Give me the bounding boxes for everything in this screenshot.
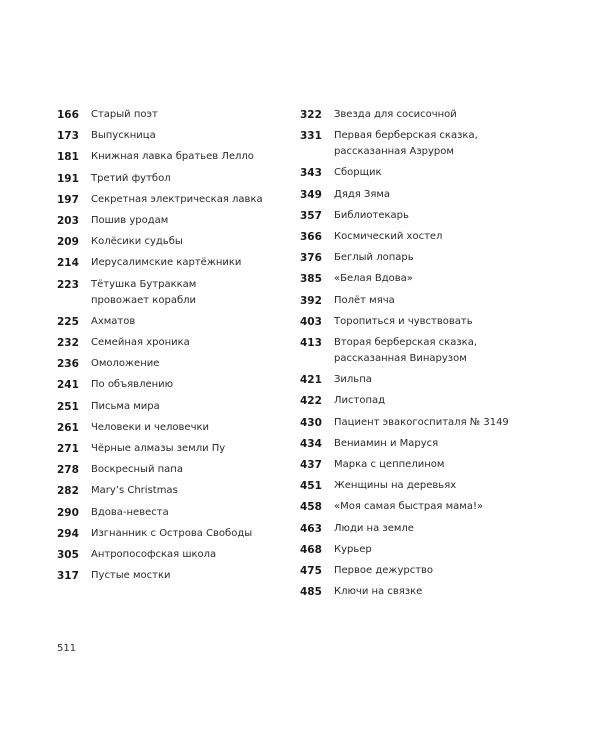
toc-entry [300,314,473,330]
toc-entry-title: Люди на земле [334,522,414,534]
toc-entry-title: Звезда для сосисочной [334,109,457,120]
toc-entry-title: Секретная электрическая лавка [91,193,263,205]
toc-entry-title: Чёрные алмазы земли Пу [91,443,226,454]
toc-entry-page: 305 [57,549,79,561]
toc-entry [57,107,158,123]
toc-entry-page: 290 [57,506,79,519]
toc-entry [300,436,438,452]
toc-entry [57,547,216,563]
toc-entry-title: Библиотекарь [334,209,409,221]
toc-entry-page: 191 [57,172,79,185]
toc-entry-page: 166 [57,109,79,121]
toc-entry-title: Выпускница [91,130,156,142]
toc-entry-title: Сборщик [334,167,382,179]
toc-entry [57,356,159,372]
toc-entry-title: По объявлению [91,379,174,391]
toc-entry-title: Семейная хроника [91,337,190,348]
toc-entry-title: Торопиться и чувствовать [334,315,473,327]
toc-entry-page: 322 [300,109,322,121]
toc-entry [300,372,372,388]
toc-entry-page: 173 [57,130,79,143]
toc-entry-page: 203 [57,215,79,227]
toc-entry [57,213,168,229]
toc-entry [57,377,173,393]
toc-entry-page: 232 [57,337,79,349]
toc-entry-page: 437 [300,459,322,471]
toc-entry-title: Вторая берберская сказка, рассказанная Винарузом [334,337,477,364]
toc-entry [300,229,442,245]
toc-entry-title: Пошив уродам [91,215,169,226]
toc-entry-page: 294 [57,527,79,540]
toc-entry [57,462,183,478]
toc-entry-title: Женщины на деревьях [334,480,457,492]
toc-entry [57,314,135,330]
page-number: 511 [57,643,77,654]
toc-entry-page: 209 [57,236,79,249]
toc-entry-page: 331 [300,130,322,143]
toc-entry [300,271,413,287]
toc-entry-title: Первое дежурство [334,565,434,576]
toc-entry-title: «Моя самая быстрая мама!» [334,501,484,513]
toc-entry-title: Космический хостел [334,231,443,242]
toc-entry-page: 261 [57,421,79,434]
toc-entry [57,128,156,144]
toc-entry [300,457,444,473]
toc-entry-title: Беглый лопарь [334,252,414,264]
toc-entry [300,521,414,537]
toc-entry-title: Зильпа [334,374,372,386]
toc-entry [300,415,509,431]
toc-entry [300,335,477,367]
toc-entry-title: Пациент эвакогоспиталя № 3149 [334,416,509,428]
toc-entry-title: Иерусалимские картёжники [91,257,242,269]
toc-entry-title: Письма мира [91,400,160,412]
toc-entry [300,393,385,409]
toc-entry-page: 223 [57,278,79,291]
toc-entry-title: Дядя Зяма [334,188,391,200]
toc-entry [300,584,422,600]
toc-entry-page: 278 [57,464,79,477]
toc-entry-page: 403 [300,315,322,328]
toc-entry-title: Книжная лавка братьев Лелло [91,151,254,163]
toc-entry [57,335,190,351]
toc-entry [300,293,395,309]
toc-entry-page: 282 [57,485,79,498]
toc-entry-page: 357 [300,209,322,222]
toc-entry-page: 241 [57,379,79,392]
toc-entry [57,255,241,271]
toc-entry [300,165,382,181]
toc-entry [57,234,183,250]
toc-entry [300,563,433,579]
toc-entry [300,128,478,160]
toc-entry-title: Mary’s Christmas [91,485,178,497]
toc-entry [300,478,456,494]
toc-entry-title: Тётушка Бутраккам провожает корабли [91,278,197,306]
toc-entry-title: Ключи на связке [334,586,423,598]
toc-entry [57,149,254,165]
toc-entry [57,277,196,309]
toc-entry-page: 385 [300,273,322,286]
toc-entry-page: 421 [300,374,322,387]
toc-entry-page: 475 [300,565,322,577]
toc-entry [57,171,171,187]
toc-entry [300,107,457,123]
toc-entry [300,187,390,203]
toc-entry-title: Старый поэт [91,109,158,120]
toc-entry-title: Курьер [334,543,372,555]
toc-entry [57,192,263,208]
toc-entry-page: 271 [57,443,79,455]
toc-entry-page: 485 [300,586,322,599]
toc-entry-page: 376 [300,252,322,265]
toc-entry [57,441,225,457]
toc-entry-title: Вениамин и Маруся [334,437,439,449]
toc-entry-page: 197 [57,193,79,206]
toc-entry-page: 317 [57,570,79,583]
toc-entry-page: 251 [57,400,79,413]
toc-entry-title: Третий футбол [91,172,171,184]
toc-entry-title: Полёт мяча [334,294,395,306]
toc-entry-page: 451 [300,480,322,493]
toc-entry [300,208,409,224]
toc-entry-title: «Белая Вдова» [334,273,413,285]
toc-entry [57,505,169,521]
toc-entry-title: Изгнанник с Острова Свободы [91,527,253,539]
toc-entry-page: 468 [300,543,322,556]
toc-entry-page: 236 [57,358,79,371]
toc-entry [57,483,178,499]
toc-entry-page: 181 [57,151,79,164]
toc-entry-page: 366 [300,231,322,243]
toc-entry-title: Антропософская школа [91,549,217,560]
toc-entry-title: Человеки и человечки [91,421,210,433]
toc-entry-title: Листопад [334,395,386,407]
toc-entry-page: 392 [300,294,322,307]
toc-entry-page: 422 [300,395,322,408]
toc-entry-title: Вдова-невеста [91,506,169,518]
toc-entry [300,250,414,266]
toc-entry-title: Воскресный папа [91,464,183,476]
toc-entry-title: Пустые мостки [91,570,171,582]
toc-entry-page: 458 [300,501,322,514]
toc-entry [57,568,171,584]
toc-entry-page: 349 [300,188,322,201]
toc-entry-page: 463 [300,522,322,535]
toc-entry-page: 434 [300,437,322,450]
toc-entry [57,420,209,436]
toc-entry [300,499,483,515]
toc-entry-page: 413 [300,337,322,349]
toc-entry-title: Ахматов [91,315,136,327]
toc-entry-title: Омоложение [91,358,160,370]
toc-entry-title: Первая берберская сказка, рассказанная Азруром [334,130,478,158]
toc-entry-page: 343 [300,167,322,180]
toc-entry [57,526,252,542]
toc-entry-title: Колёсики судьбы [91,236,183,248]
toc-entry-page: 214 [57,257,79,270]
toc-entry-page: 225 [57,315,79,328]
toc-entry-page: 430 [300,416,322,429]
toc-entry [57,399,160,415]
toc-entry-title: Марка с цеппелином [334,459,445,470]
toc-entry [300,542,372,558]
